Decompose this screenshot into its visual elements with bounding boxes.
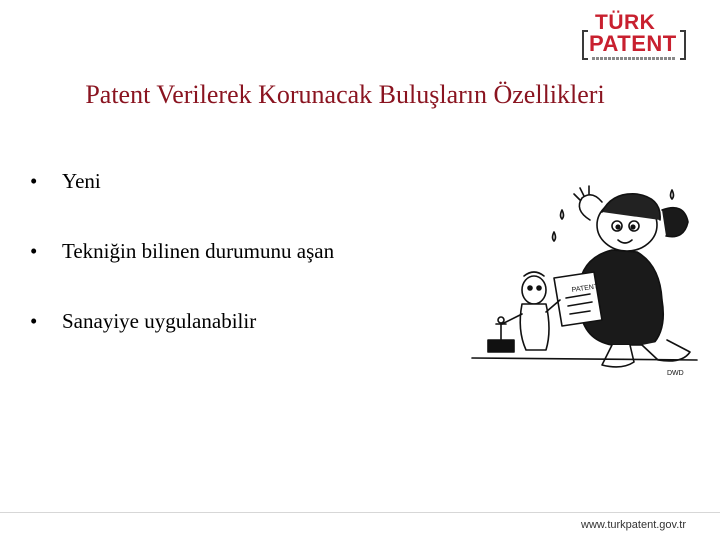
bullet-dot: • <box>30 169 38 193</box>
cartoon-paper-label: PATENT <box>571 283 599 294</box>
logo-tagline <box>592 57 676 60</box>
cartoon-signature: DWD <box>667 370 684 377</box>
bullet-item <box>30 166 101 196</box>
logo-left-bracket <box>582 30 588 60</box>
slide-title: Patent Verilerek Korunacak Buluşların Özellikleri <box>85 80 605 109</box>
bullet-item <box>30 306 256 336</box>
bullet-text: Yeni <box>62 169 101 193</box>
logo-right-bracket <box>680 30 686 60</box>
logo-patent-text: PATENT <box>589 31 677 56</box>
inventor-cartoon <box>462 180 707 380</box>
footer-website-url: www.turkpatent.gov.tr <box>581 519 686 531</box>
bullet-dot: • <box>30 309 38 333</box>
bullet-text: Tekniğin bilinen durumunu aşan <box>62 239 335 263</box>
bullet-dot: • <box>30 239 38 263</box>
logo-turk-text: TÜRK <box>595 11 656 34</box>
footer-divider <box>0 512 720 513</box>
turkpatent-logo <box>580 10 688 66</box>
bullet-item <box>30 236 334 266</box>
bullet-text: Sanayiye uygulanabilir <box>62 309 257 333</box>
